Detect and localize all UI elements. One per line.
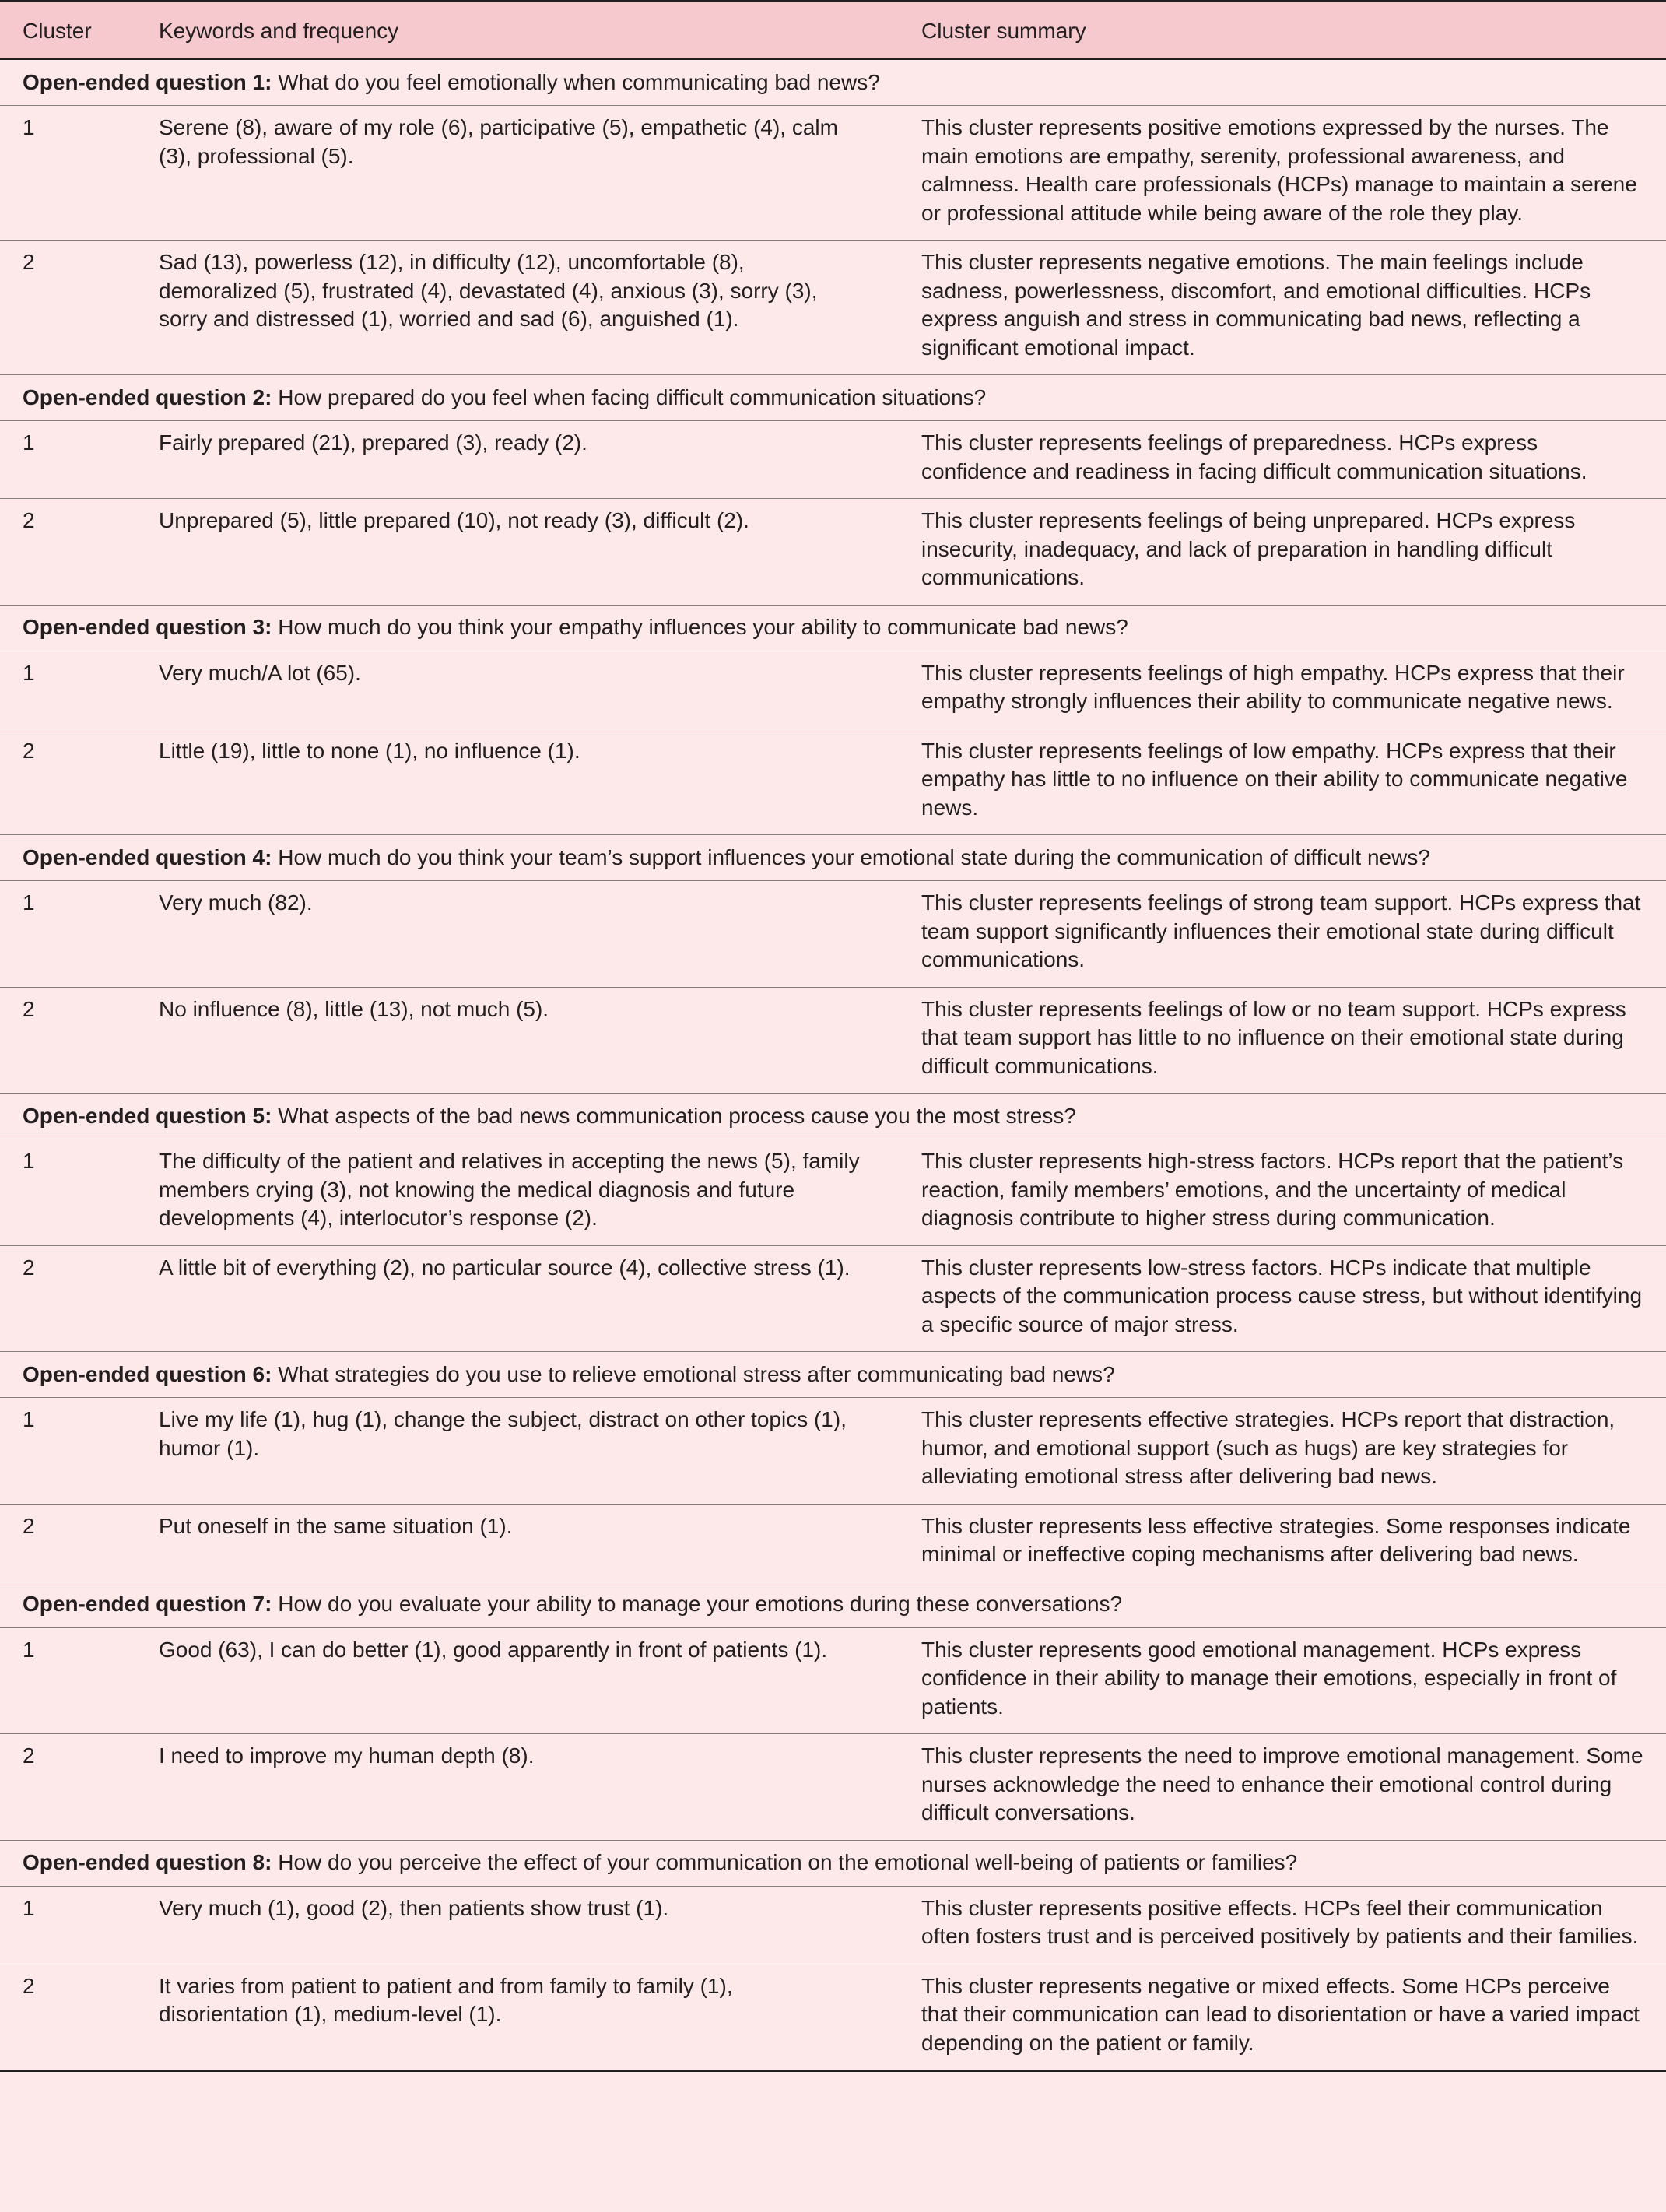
cluster-keywords: It varies from patient to patient and from family to family (1), disorientation (1), medium-level (1).: [135, 1964, 898, 2071]
cluster-keywords: Very much/A lot (65).: [135, 651, 898, 729]
question-text: What strategies do you use to relieve emotional stress after communicating bad news?: [278, 1361, 1115, 1386]
question-text: How much do you think your empathy influences your ability to communicate bad news?: [278, 615, 1128, 640]
question-row: [0, 835, 1666, 881]
cluster-summary: This cluster represents feelings of low empathy. HCPs express that their empathy has little to no influence on their ability to communicate negative news.: [898, 729, 1666, 835]
question-text: How do you perceive the effect of your communication on the emotional well-being of patients or families?: [278, 1850, 1298, 1875]
cluster-summary: This cluster represents feelings of being unprepared. HCPs express insecurity, inadequacy, and lack of preparation in handling difficult communications.: [898, 499, 1666, 606]
cluster-row: [0, 1886, 1666, 1964]
cluster-row: [0, 1627, 1666, 1734]
cluster-summary: This cluster represents feelings of preparedness. HCPs express confidence and readiness in facing difficult communication situations.: [898, 421, 1666, 499]
cluster-summary: This cluster represents feelings of low or no team support. HCPs express that team support has little to no influence on their emotional state during difficult communications.: [898, 987, 1666, 1094]
cluster-summary: This cluster represents feelings of high empathy. HCPs express that their empathy strongly influences their ability to communicate negative news.: [898, 651, 1666, 729]
cluster-keywords: Fairly prepared (21), prepared (3), ready (2).: [135, 421, 898, 499]
cluster-keywords: Live my life (1), hug (1), change the subject, distract on other topics (1), humor (1).: [135, 1398, 898, 1505]
table-header-row: [0, 2, 1666, 60]
question-label: Open-ended question 8:: [23, 1850, 272, 1875]
header-summary: Cluster summary: [898, 2, 1666, 60]
cluster-summary: This cluster represents high-stress factors. HCPs report that the patient’s reaction, family members’ emotions, and the uncertainty of medical diagnosis contribute to higher stress during communication.: [898, 1139, 1666, 1246]
cluster-keywords: Very much (1), good (2), then patients show trust (1).: [135, 1886, 898, 1964]
cluster-keywords: Unprepared (5), little prepared (10), not ready (3), difficult (2).: [135, 499, 898, 606]
cluster-id: 1: [0, 106, 135, 241]
cluster-summary: This cluster represents good emotional management. HCPs express confidence in their ability to manage their emotions, especially in front of patients.: [898, 1627, 1666, 1734]
cluster-id: 1: [0, 421, 135, 499]
cluster-summary: This cluster represents low-stress factors. HCPs indicate that multiple aspects of the communication process cause stress, but without identifying a specific source of major stress.: [898, 1245, 1666, 1352]
cluster-id: 2: [0, 1734, 135, 1841]
question-text: What aspects of the bad news communication process cause you the most stress?: [278, 1103, 1076, 1128]
question-row: [0, 1094, 1666, 1139]
cluster-id: 2: [0, 987, 135, 1094]
cluster-id: 1: [0, 1139, 135, 1246]
cluster-row: [0, 729, 1666, 835]
cluster-id: 2: [0, 499, 135, 606]
table-body: [0, 59, 1666, 2071]
cluster-summary: This cluster represents the need to improve emotional management. Some nurses acknowledge the need to enhance their emotional control during difficult conversations.: [898, 1734, 1666, 1841]
header-keywords: Keywords and frequency: [135, 2, 898, 60]
cluster-summary: This cluster represents feelings of strong team support. HCPs express that team support significantly influences their emotional state during difficult communications.: [898, 881, 1666, 988]
cluster-row: [0, 499, 1666, 606]
cluster-keywords: Serene (8), aware of my role (6), participative (5), empathetic (4), calm (3), professional (5).: [135, 106, 898, 241]
cluster-id: 2: [0, 241, 135, 375]
cluster-id: 1: [0, 1398, 135, 1505]
question-row: [0, 1840, 1666, 1886]
cluster-keywords: Little (19), little to none (1), no influence (1).: [135, 729, 898, 835]
cluster-summary: This cluster represents negative or mixed effects. Some HCPs perceive that their communication can lead to disorientation or have a varied impact depending on the patient or family.: [898, 1964, 1666, 2071]
question-row: [0, 1582, 1666, 1627]
cluster-summary: This cluster represents positive effects. HCPs feel their communication often fosters trust and is perceived positively by patients and their families.: [898, 1886, 1666, 1964]
cluster-row: [0, 1245, 1666, 1352]
cluster-row: [0, 241, 1666, 375]
cluster-id: 2: [0, 1245, 135, 1352]
cluster-id: 1: [0, 881, 135, 988]
cluster-keywords: Good (63), I can do better (1), good apparently in front of patients (1).: [135, 1627, 898, 1734]
cluster-keywords: Sad (13), powerless (12), in difficulty (12), uncomfortable (8), demoralized (5), frustrated (4), devastated (4), anxious (3), sorry (3), sorry and distressed (1), worried and sad (6), anguished (1).: [135, 241, 898, 375]
question-label: Open-ended question 7:: [23, 1592, 272, 1617]
question-text: How do you evaluate your ability to manage your emotions during these conversations?: [278, 1592, 1123, 1617]
question-cell: [0, 1352, 1666, 1398]
cluster-row: [0, 1398, 1666, 1505]
cluster-id: 1: [0, 651, 135, 729]
question-label: Open-ended question 2:: [23, 384, 272, 409]
cluster-id: 1: [0, 1627, 135, 1734]
question-cell: [0, 1094, 1666, 1139]
cluster-id: 2: [0, 1504, 135, 1582]
question-cell: [0, 1582, 1666, 1627]
cluster-row: [0, 881, 1666, 988]
question-label: Open-ended question 3:: [23, 615, 272, 640]
question-label: Open-ended question 1:: [23, 69, 272, 94]
question-cell: [0, 605, 1666, 651]
cluster-row: [0, 651, 1666, 729]
cluster-summary: This cluster represents less effective strategies. Some responses indicate minimal or ineffective coping mechanisms after delivering bad news.: [898, 1504, 1666, 1582]
cluster-row: [0, 421, 1666, 499]
cluster-id: 2: [0, 729, 135, 835]
cluster-keywords: I need to improve my human depth (8).: [135, 1734, 898, 1841]
question-text: What do you feel emotionally when communicating bad news?: [278, 69, 880, 94]
question-row: [0, 1352, 1666, 1398]
cluster-id: 2: [0, 1964, 135, 2071]
cluster-row: [0, 1504, 1666, 1582]
question-text: How much do you think your team’s support influences your emotional state during the communication of difficult news?: [278, 844, 1430, 869]
cluster-keywords: Put oneself in the same situation (1).: [135, 1504, 898, 1582]
cluster-row: [0, 1734, 1666, 1841]
header-cluster: Cluster: [0, 2, 135, 60]
cluster-id: 1: [0, 1886, 135, 1964]
question-cell: [0, 835, 1666, 881]
cluster-keywords: The difficulty of the patient and relatives in accepting the news (5), family members crying (3), not knowing the medical diagnosis and future developments (4), interlocutor’s response (2).: [135, 1139, 898, 1246]
question-row: [0, 59, 1666, 106]
cluster-row: [0, 1139, 1666, 1246]
cluster-keywords: Very much (82).: [135, 881, 898, 988]
question-text: How prepared do you feel when facing difficult communication situations?: [278, 384, 987, 409]
cluster-row: [0, 1964, 1666, 2071]
question-cell: [0, 1840, 1666, 1886]
cluster-summary: This cluster represents positive emotions expressed by the nurses. The main emotions are empathy, serenity, professional awareness, and calmness. Health care professionals (HCPs) manage to maintain a serene or professional attitude while being aware of the role they play.: [898, 106, 1666, 241]
question-label: Open-ended question 6:: [23, 1361, 272, 1386]
cluster-row: [0, 987, 1666, 1094]
cluster-summary: This cluster represents negative emotions. The main feelings include sadness, powerlessness, discomfort, and emotional difficulties. HCPs express anguish and stress in communicating bad news, reflecting a significant emotional impact.: [898, 241, 1666, 375]
cluster-keywords: A little bit of everything (2), no particular source (4), collective stress (1).: [135, 1245, 898, 1352]
cluster-summary: This cluster represents effective strategies. HCPs report that distraction, humor, and emotional support (such as hugs) are key strategies for alleviating emotional stress after delivering bad news.: [898, 1398, 1666, 1505]
question-cell: [0, 59, 1666, 106]
cluster-keywords: No influence (8), little (13), not much (5).: [135, 987, 898, 1094]
question-label: Open-ended question 5:: [23, 1103, 272, 1128]
cluster-row: [0, 106, 1666, 241]
question-cell: [0, 375, 1666, 421]
question-row: [0, 375, 1666, 421]
question-label: Open-ended question 4:: [23, 844, 272, 869]
question-row: [0, 605, 1666, 651]
